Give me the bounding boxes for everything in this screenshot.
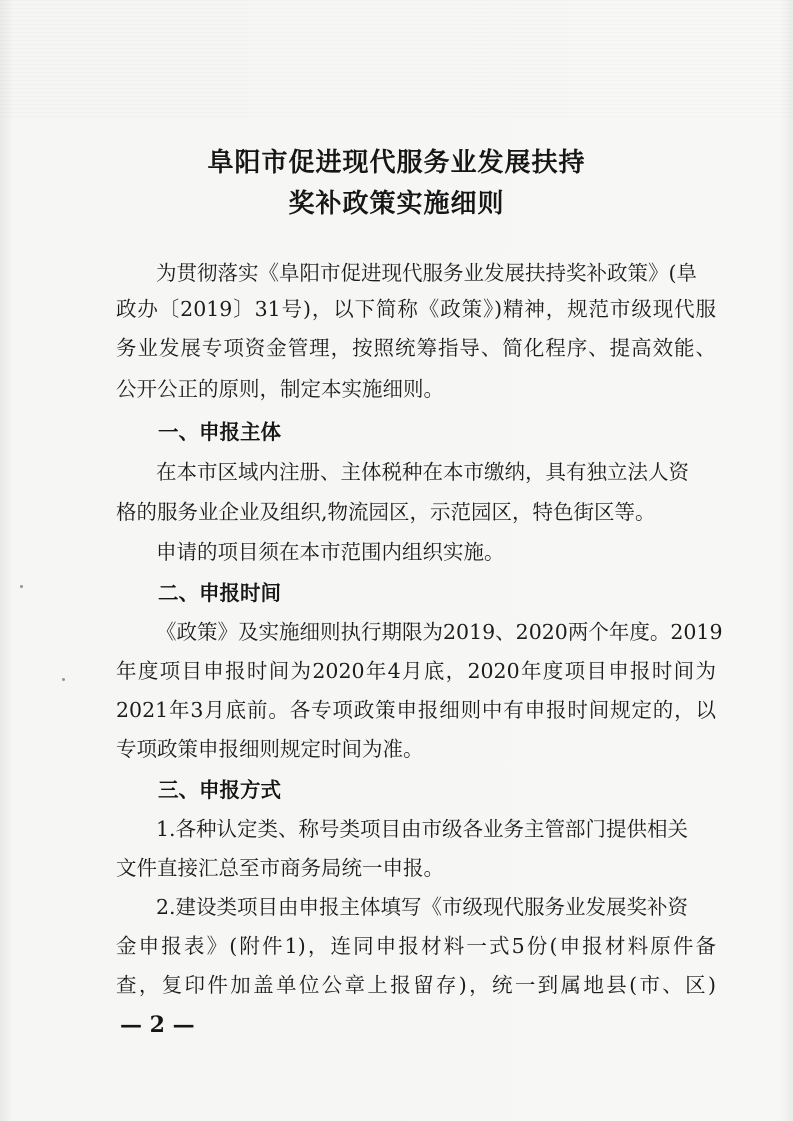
section1-line: 格的服务业企业及组织,物流园区，示范园区，特色街区等。 xyxy=(116,500,656,524)
document-title-line-2: 奖补政策实施细则 xyxy=(288,189,505,219)
scan-speck xyxy=(62,678,65,681)
section3-line: 文件直接汇总至市商务局统一申报。 xyxy=(116,856,444,880)
section-heading-applicant: 一、申报主体 xyxy=(158,420,281,444)
section-heading-time: 二、申报时间 xyxy=(158,581,281,605)
document-title-line-1: 阜阳市促进现代服务业发展扶持 xyxy=(207,148,586,178)
section1-line: 在本市区域内注册、主体税种在本市缴纳，具有独立法人资 xyxy=(156,460,689,484)
intro-line: 公开公正的原则，制定本实施细则。 xyxy=(116,377,444,401)
section1-line: 申请的项目须在本市范围内组织实施。 xyxy=(156,540,505,564)
section2-line: 2021年3月底前。各专项政策申报细则中有申报时间规定的，以 xyxy=(116,698,716,722)
section2-line: 《政策》及实施细则执行期限为2019、2020两个年度。2019 xyxy=(156,620,723,644)
scan-speck xyxy=(20,585,23,588)
intro-line: 务业发展专项资金管理，按照统筹指导、简化程序、提高效能、 xyxy=(116,336,716,360)
section2-line: 专项政策申报细则规定时间为准。 xyxy=(116,737,424,761)
section3-line: 1.各种认定类、称号类项目由市级各业务主管部门提供相关 xyxy=(156,817,689,841)
page-number: — 2 — xyxy=(120,1012,195,1038)
section3-line: 2.建设类项目由申报主体填写《市级现代服务业发展奖补资 xyxy=(156,895,689,919)
section3-line: 金申报表》(附件1)，连同申报材料一式5份(申报材料原件备 xyxy=(116,934,716,958)
scan-texture xyxy=(0,0,793,120)
section-heading-method: 三、申报方式 xyxy=(158,778,281,802)
intro-line: 政办〔2019〕31号)，以下简称《政策》)精神，规范市级现代服 xyxy=(116,297,716,321)
intro-line: 为贯彻落实《阜阳市促进现代服务业发展扶持奖补政策》(阜 xyxy=(156,261,697,285)
section2-line: 年度项目申报时间为2020年4月底，2020年度项目申报时间为 xyxy=(116,659,716,683)
section3-line: 查，复印件加盖单位公章上报留存)，统一到属地县(市、区) xyxy=(116,973,716,997)
